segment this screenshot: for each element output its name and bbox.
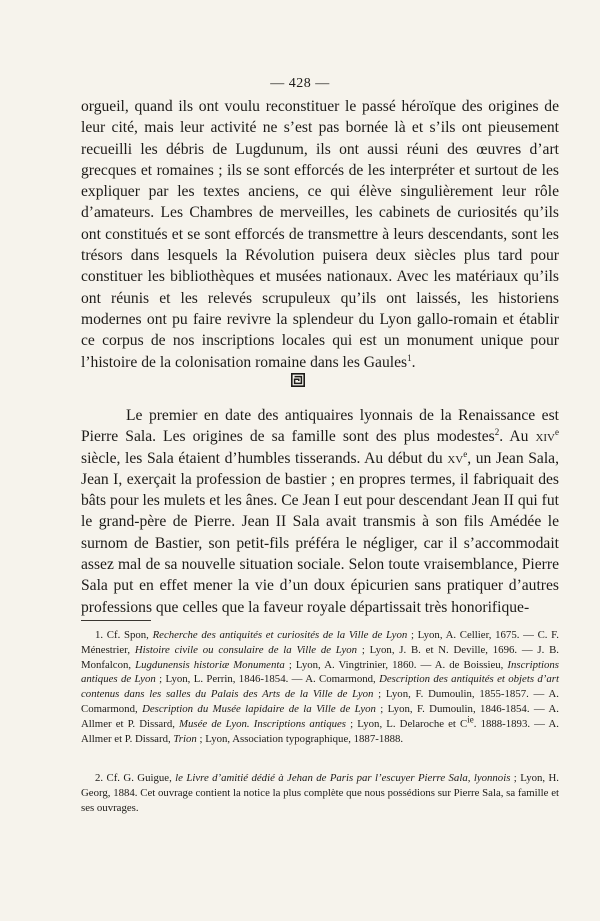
superscript-abbreviation: ie: [467, 714, 474, 725]
footnote-separator: [81, 620, 151, 621]
footnote-text: ; Lyon, L. Perrin, 1846-1854. — A. Comarmond,: [155, 673, 380, 686]
ordinal-suffix: e: [555, 427, 559, 438]
century-numeral: xiv: [535, 428, 555, 446]
footnote-number: 1.: [95, 629, 104, 641]
body-paragraph-1: [81, 96, 559, 373]
paragraph-text: .: [411, 353, 416, 371]
footnote-text: Cf. Spon,: [103, 629, 153, 641]
citation-title: Inscriptions antiques de Lyon: [81, 658, 560, 686]
citation-title: Lugdunensis historiæ Monumenta: [135, 658, 285, 671]
footnote-text: Cf. G. Guigue,: [103, 772, 176, 784]
citation-title: Description des antiquités et objets d’art contenus dans les salles du Palais des Arts de la Ville de Lyon: [81, 673, 559, 701]
square-spiral-ornament-icon: [291, 373, 305, 387]
footnote-reference-1[interactable]: 1: [407, 352, 412, 363]
footnote-reference-2[interactable]: 2: [494, 427, 500, 438]
page-number: — 428 —: [270, 76, 330, 91]
footnote-number: 2.: [95, 772, 104, 784]
citation-title: Histoire civile ou consulaire de la Ville de Lyon: [134, 643, 358, 656]
footnote-text: ; Lyon, H. Georg, 1884. Cet ouvrage contient la notice la plus complète que nous possédions sur Pierre Sala, sa famille et ses ouvrages.: [81, 772, 559, 814]
footnote-text: . 1888-1893. — A. Allmer et P. Dissard,: [81, 717, 559, 745]
body-paragraph-2: [81, 405, 559, 618]
century-numeral: xv: [447, 449, 464, 467]
footnote-text: ; Lyon, A. Cellier, 1675. — C. F. Ménestrier,: [81, 629, 559, 656]
footnote-text: ; Lyon, L. Delaroche et C: [346, 717, 468, 730]
citation-title: Recherche des antiquités et curiosités de la Ville de Lyon: [152, 629, 408, 641]
paragraph-text: orgueil, quand ils ont voulu reconstituer le passé héroïque des origines de leur cité, mais leur activité ne s’est pas bornée là et s’ils ont pieusement recueilli les débris de Lugdunum, ils ont aussi réuni des œuvres d’art grecques et romaines ; ils se sont efforcés de les interpréter et surtout de les expliquer par les textes anciens, ce qui élève singulièrement leur rôle d’amateurs. Les Chambres de merveilles, les cabinets de curiosités qu’ils ont constitués et se sont efforcés de transmettre à leurs descendants, sont les trésors dans lesquels la Révolution puisera deux siècles plus tard pour constituer les bibliothèques et musées nationaux. Avec les matériaux qu’ils ont réunis et les relevés scrupuleux qu’ils ont laissés, les historiens modernes ont pu faire revivre la splendeur du Lyon gallo-romain et établir ce corpus de nos inscriptions locales qui est un monument unique pour l’histoire de la colonisation romaine dans les Gaules: [81, 98, 559, 371]
paragraph-text: . Au: [499, 428, 536, 446]
citation-title: le Livre d’amitié dédié à Jehan de Paris par l’escuyer Pierre Sala, lyonnois: [175, 772, 511, 784]
ordinal-suffix: e: [463, 448, 468, 459]
paragraph-text: siècle, les Sala étaient d’humbles tisserands. Au début du: [81, 449, 448, 467]
paragraph-text: Le premier en date des antiquaires lyonnais de la Renaissance est Pierre Sala. Les origines de sa famille sont des plus modestes: [81, 407, 559, 446]
footnote-2: [81, 771, 559, 815]
footnote-text: ; Lyon, A. Vingtrinier, 1860. — A. de Boissieu,: [284, 658, 508, 671]
citation-title: Trion: [173, 732, 197, 745]
citation-title: Musée de Lyon. Inscriptions antiques: [179, 717, 347, 730]
footnote-text: ; Lyon, F. Dumoulin, 1846-1854. — A. Allmer et P. Dissard,: [81, 702, 559, 730]
footnote-text: ; Lyon, Association typographique, 1887-1888.: [196, 732, 404, 745]
paragraph-text: , un Jean Sala, Jean I, exerçait la profession de bastier ; en propres termes, il fabriquait des bâts pour les mulets et les ânes. Ce Jean I eut pour descendant Jean II qui fut le grand-père de Pierre. Jean II Sala avait transmis à son fils Amédée le surnom de Bastier, son petit-fils préféra le négliger, car il s’accommodait assez mal de sa nouvelle situation sociale. Selon toute vraisemblance, Pierre Sala put en effet mener la vie d’un doux épicurien sans pratiquer d’autres professions que celles que la faveur royale départissait très honorifique-: [81, 449, 559, 616]
footnote-1: [81, 628, 559, 746]
footnote-text: ; Lyon, J. B. et N. Deville, 1696. — J. B. Monfalcon,: [81, 643, 560, 671]
footnote-text: ; Lyon, F. Dumoulin, 1855-1857. — A. Comarmond,: [81, 688, 559, 715]
citation-title: Description du Musée lapidaire de la Ville de Lyon: [142, 702, 376, 715]
